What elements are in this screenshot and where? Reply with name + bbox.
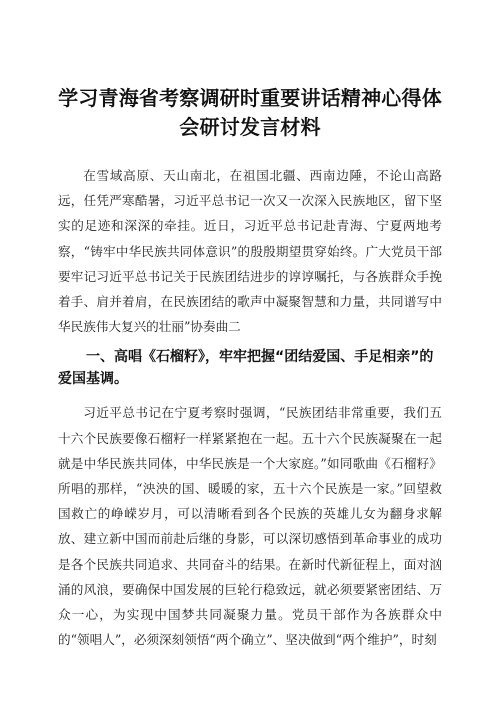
section-1-heading-line-1: 一、高唱《石榴籽》，牢牢把握“团结爱国、手足相亲”的 [86, 349, 434, 366]
section-1-paragraph: 习近平总书记在宁夏考察时强调，“民族团结非常重要，我们五十六个民族要像石榴籽一样紧紧抱在一起。五十六个民族凝聚在一起就是中华民族共同体，中华民族是一个大家庭。”如同歌曲《石榴籽》所唱的那样，“泱泱的国、暖暖的家，五十六个民族是一家。”回望救国救亡的峥嵘岁月，可以清晰看到各个民族的英雄儿女为翻身求解放、建立新中国而前赴后继的身影，可以深切感悟到革命事业的成功是各个民族共同追求、共同奋斗的结果。在新时代新征程上，面对汹涌的风浪，要确保中国发展的巨轮行稳致远，就必须要紧密团结、万众一心，为实现中国梦共同凝聚力量。党员干部作为各族群众中的“领唱人”，必须深刻领悟“两个确立”、坚决做到“两个维护”，时刻 [58, 405, 442, 648]
intro-paragraph: 在雪域高原、天山南北，在祖国北疆、西南边陲，不论山高路远，任凭严寒酷暑，习近平总书记一次又一次深入民族地区，留下坚实的足迹和深深的牵挂。近日，习近平总书记赴青海、宁夏两地考察，“铸牢中华民族共同体意识”的殷殷期望贯穿始终。广大党员干部要牢记习近平总书记关于民族团结进步的谆谆嘱托，与各族群众手挽着手、肩并着肩，在民族团结的歌声中凝聚智慧和力量，共同谱写中华民族伟大复兴的壮丽”协奏曲二 [58, 168, 442, 335]
title-line-1: 学习青海省考察调研时重要讲话精神心得体 [58, 86, 442, 110]
title-line-2: 会研讨发言材料 [179, 115, 321, 139]
section-1-heading [58, 346, 442, 390]
document-title [58, 84, 442, 142]
section-1-heading-line-2: 爱国基调。 [58, 371, 128, 388]
